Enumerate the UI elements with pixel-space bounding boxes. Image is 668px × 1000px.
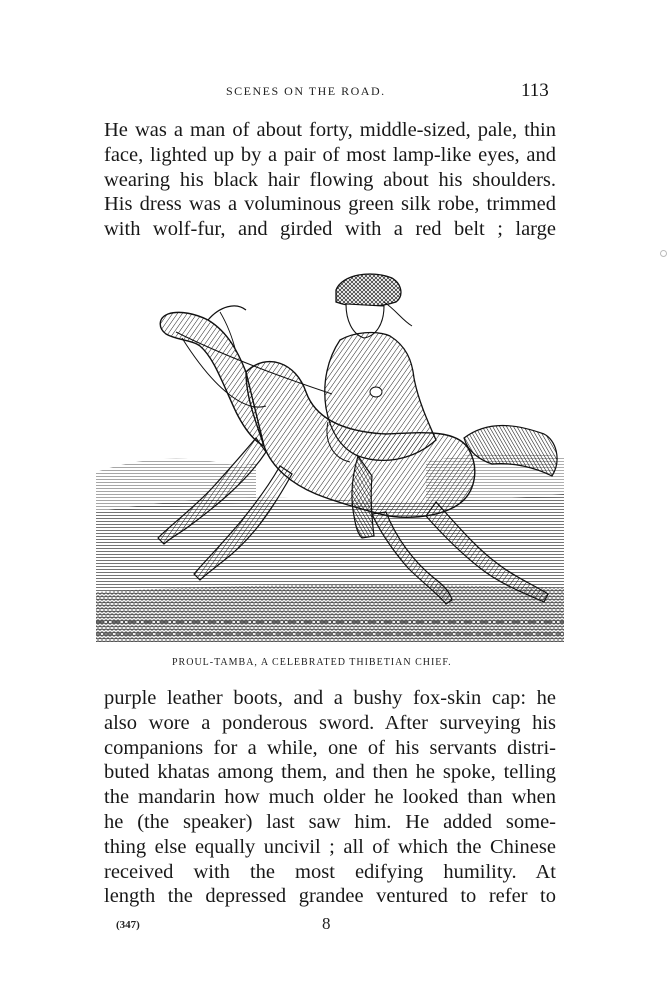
page-number: 113 xyxy=(521,80,549,101)
text-line: buted khatas among them, and then he spoke, telling xyxy=(104,761,556,784)
text-line: the mandarin how much older he looked than when xyxy=(104,786,556,809)
text-line: He was a man of about forty, middle-sized, pale, thin xyxy=(104,119,556,141)
text-line: he (the speaker) last saw him. He added some- xyxy=(104,810,556,833)
text-line: with wolf-fur, and girded with a red belt ; large xyxy=(104,218,556,241)
rider-robe xyxy=(325,333,436,461)
text-line: wearing his black hair flowing about his shoulders. xyxy=(104,168,556,191)
margin-dot xyxy=(660,250,667,257)
text-line: thing else equally uncivil ; all of which the Chinese xyxy=(104,835,556,858)
printer-signature: (347) xyxy=(116,919,140,931)
sheet-number: 8 xyxy=(322,914,331,933)
paragraph-bottom xyxy=(104,686,556,909)
text-line: purple leather boots, and a bushy fox-skin cap: he xyxy=(104,687,556,709)
text-line: face, lighted up by a pair of most lamp-like eyes, and xyxy=(104,143,556,166)
text-line: received with the most edifying humility. At xyxy=(104,860,556,883)
running-head: SCENES ON THE ROAD. xyxy=(226,84,386,98)
rider-cap xyxy=(336,274,401,307)
paragraph-top xyxy=(104,118,556,242)
text-line: companions for a while, one of his servants distri- xyxy=(104,736,556,759)
figure-caption: PROUL-TAMBA, A CELEBRATED THIBETIAN CHIEF. xyxy=(172,657,452,668)
text-line: also wore a ponderous sword. After surveying his xyxy=(104,711,556,734)
engraving-horseman xyxy=(96,262,564,642)
text-line: His dress was a voluminous green silk robe, trimmed xyxy=(104,193,556,216)
text-line: length the depressed grandee ventured to refer to xyxy=(104,885,556,908)
